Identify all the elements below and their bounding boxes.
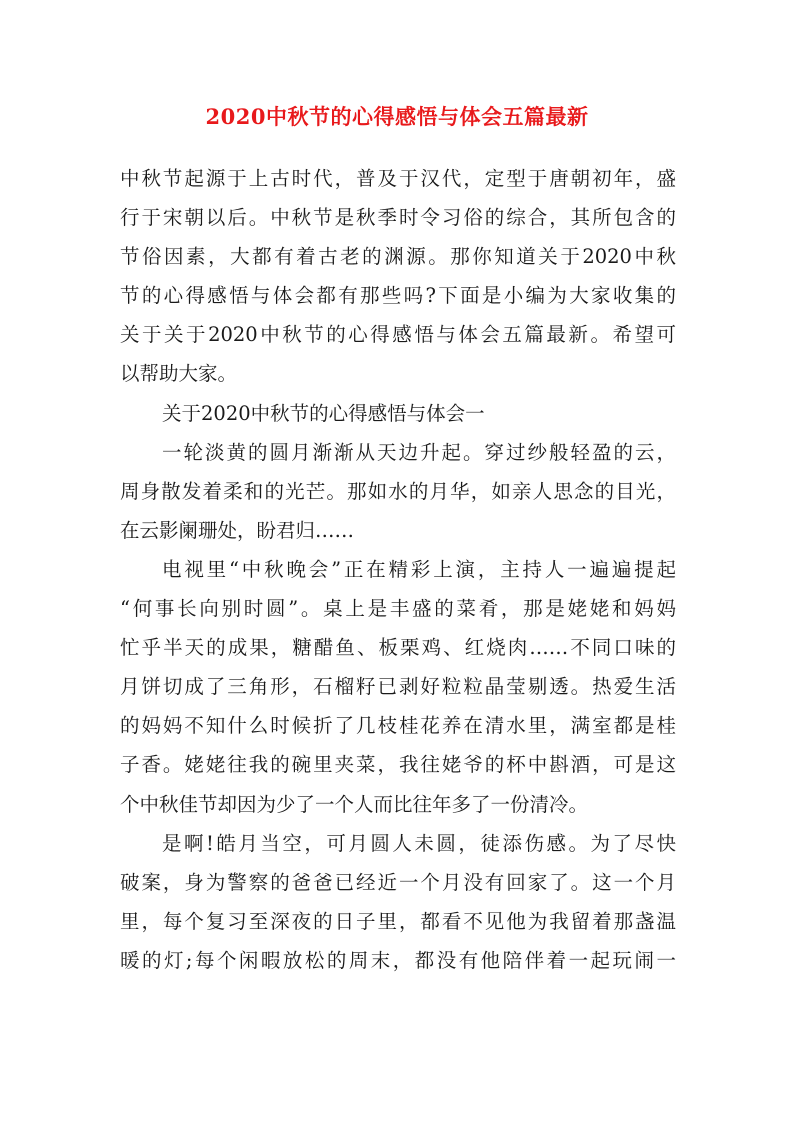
body-line: 子香。姥姥往我的碗里夹菜，我往姥爷的杯中斟酒，可是这 — [120, 753, 676, 777]
body-line: 暖的灯;每个闲暇放松的周末，都没有他陪伴着一起玩闹一 — [120, 948, 676, 972]
document-body — [120, 159, 676, 980]
body-line: “何事长向别时圆”。桌上是丰盛的菜肴，那是姥姥和妈妈 — [120, 597, 676, 621]
body-line: 以帮助大家。 — [120, 362, 238, 386]
body-line: 周身散发着柔和的光芒。那如水的月华，如亲人思念的目光， — [120, 479, 676, 503]
body-line: 电视里“中秋晚会”正在精彩上演，主持人一遍遍提起 — [162, 557, 676, 581]
section-heading: 关于2020中秋节的心得感悟与体会一 — [162, 401, 485, 425]
body-line: 的妈妈不知什么时候折了几枝桂花养在清水里，满室都是桂 — [120, 714, 676, 738]
body-line: 节俗因素，大都有着古老的渊源。那你知道关于2020中秋 — [120, 245, 676, 269]
body-line: 里，每个复习至深夜的日子里，都看不见他为我留着那盏温 — [120, 909, 676, 933]
document-title: 2020中秋节的心得感悟与体会五篇最新 — [205, 104, 589, 129]
body-line: 节的心得感悟与体会都有那些吗?下面是小编为大家收集的 — [120, 284, 676, 308]
body-line: 是啊!皓月当空，可月圆人未圆，徒添伤感。为了尽快 — [162, 831, 676, 855]
body-line: 月饼切成了三角形，石榴籽已剥好粒粒晶莹剔透。热爱生活 — [120, 675, 676, 699]
body-line: 个中秋佳节却因为少了一个人而比往年多了一份清冷。 — [120, 792, 589, 816]
body-line: 中秋节起源于上古时代，普及于汉代，定型于唐朝初年，盛 — [120, 167, 676, 190]
body-line: 行于宋朝以后。中秋节是秋季时令习俗的综合，其所包含的 — [120, 206, 676, 230]
body-line: 破案，身为警察的爸爸已经近一个月没有回家了。这一个月 — [120, 870, 676, 894]
body-line: 在云影阑珊处，盼君归…… — [120, 518, 355, 542]
body-line: 关于关于2020中秋节的心得感悟与体会五篇最新。希望可 — [120, 323, 676, 347]
body-line: 忙乎半天的成果，糖醋鱼、板栗鸡、红烧肉……不同口味的 — [120, 636, 676, 660]
body-line: 一轮淡黄的圆月渐渐从天边升起。穿过纱般轻盈的云， — [162, 440, 676, 464]
